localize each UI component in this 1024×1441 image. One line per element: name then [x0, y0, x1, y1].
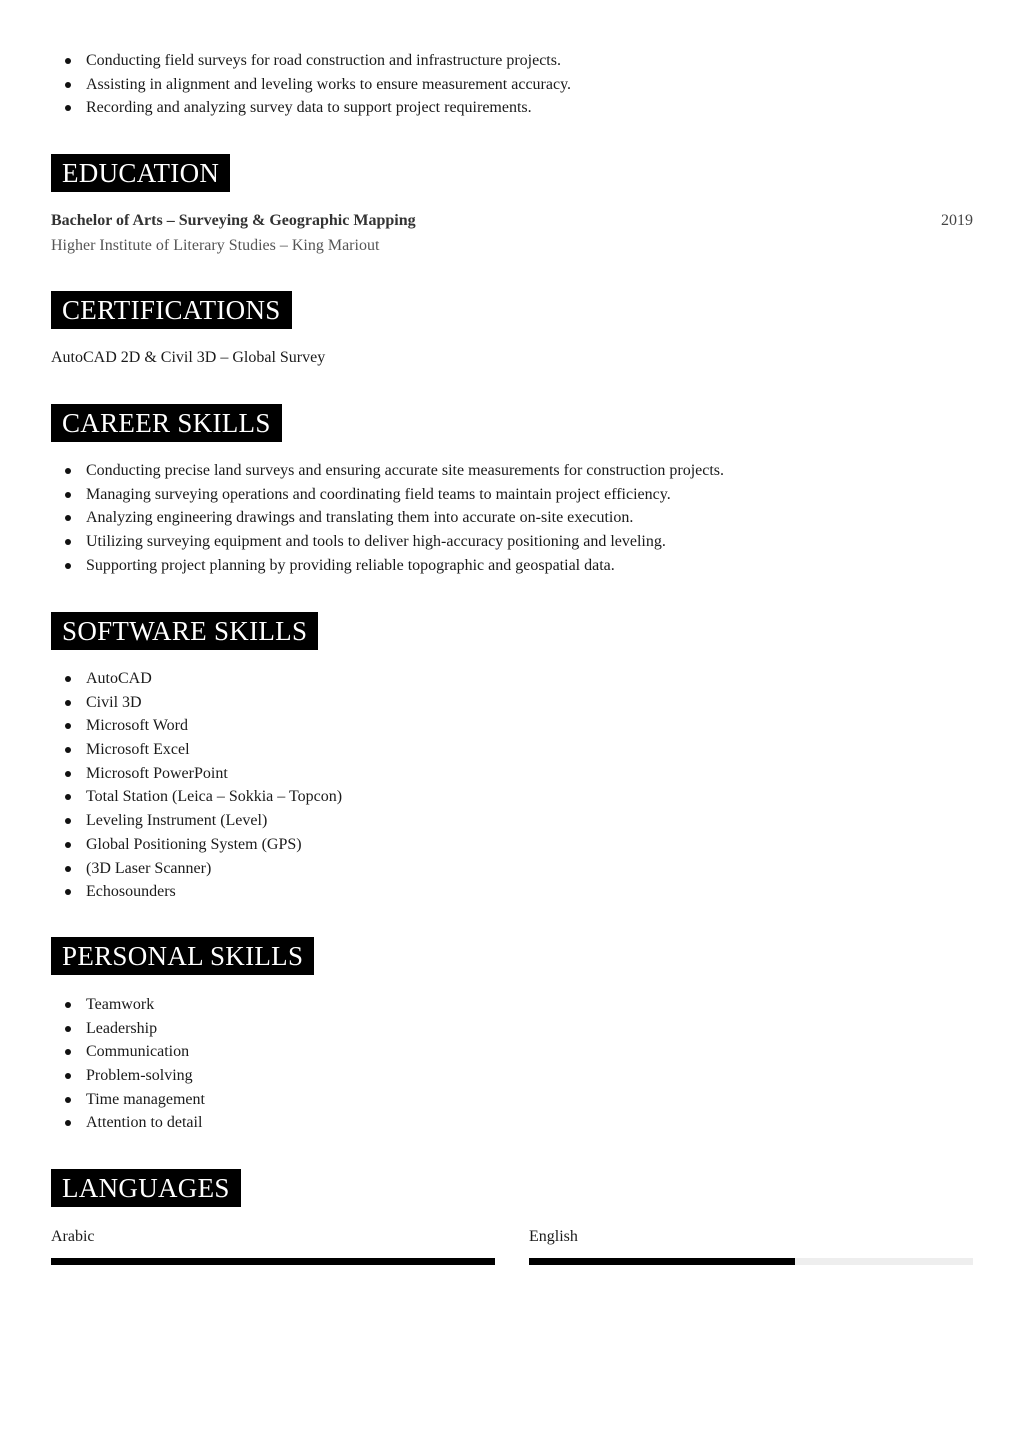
- career-skills-list: [51, 459, 724, 577]
- list-item: Communication: [51, 1040, 205, 1064]
- list-item: AutoCAD: [51, 667, 342, 691]
- career-skills-heading: CAREER SKILLS: [51, 404, 282, 442]
- education-heading: EDUCATION: [51, 154, 230, 192]
- list-item: Teamwork: [51, 993, 205, 1017]
- list-item: Managing surveying operations and coordinating field teams to maintain project efficiency.: [51, 483, 724, 507]
- language-english: [529, 1226, 973, 1248]
- list-item: Microsoft Word: [51, 714, 342, 738]
- language-level-fill: [529, 1258, 795, 1265]
- list-item: Total Station (Leica – Sokkia – Topcon): [51, 785, 342, 809]
- language-name: English: [529, 1228, 578, 1245]
- education-entry: [51, 210, 973, 232]
- education-year: 2019: [941, 212, 973, 229]
- language-arabic: [51, 1226, 495, 1248]
- education-degree: Bachelor of Arts – Surveying & Geographic Mapping: [51, 212, 416, 229]
- list-item: Echosounders: [51, 880, 342, 904]
- software-skills-list: [51, 667, 342, 904]
- experience-bullet-list: [51, 49, 571, 120]
- list-item: Microsoft Excel: [51, 738, 342, 762]
- list-item: Assisting in alignment and leveling works to ensure measurement accuracy.: [51, 73, 571, 97]
- certification-item: AutoCAD 2D & Civil 3D – Global Survey: [51, 349, 326, 366]
- languages-heading: LANGUAGES: [51, 1169, 241, 1207]
- list-item: Time management: [51, 1088, 205, 1112]
- list-item: Utilizing surveying equipment and tools to deliver high-accuracy positioning and leveling.: [51, 530, 724, 554]
- education-school: Higher Institute of Literary Studies – King Mariout: [51, 237, 380, 254]
- language-level-fill: [51, 1258, 495, 1265]
- list-item: Problem-solving: [51, 1064, 205, 1088]
- list-item: Attention to detail: [51, 1111, 205, 1135]
- list-item: Civil 3D: [51, 691, 342, 715]
- personal-skills-list: [51, 993, 205, 1135]
- list-item: (3D Laser Scanner): [51, 857, 342, 881]
- list-item: Supporting project planning by providing reliable topographic and geospatial data.: [51, 554, 724, 578]
- language-level-track: [51, 1258, 495, 1265]
- list-item: Recording and analyzing survey data to support project requirements.: [51, 96, 571, 120]
- language-level-track: [529, 1258, 973, 1265]
- personal-skills-heading: PERSONAL SKILLS: [51, 937, 314, 975]
- software-skills-heading: SOFTWARE SKILLS: [51, 612, 318, 650]
- list-item: Leadership: [51, 1017, 205, 1041]
- list-item: Conducting field surveys for road construction and infrastructure projects.: [51, 49, 571, 73]
- list-item: Leveling Instrument (Level): [51, 809, 342, 833]
- list-item: Analyzing engineering drawings and translating them into accurate on-site execution.: [51, 506, 724, 530]
- certifications-heading: CERTIFICATIONS: [51, 291, 292, 329]
- list-item: Microsoft PowerPoint: [51, 762, 342, 786]
- list-item: Conducting precise land surveys and ensuring accurate site measurements for construction projects.: [51, 459, 724, 483]
- list-item: Global Positioning System (GPS): [51, 833, 342, 857]
- language-name: Arabic: [51, 1228, 95, 1245]
